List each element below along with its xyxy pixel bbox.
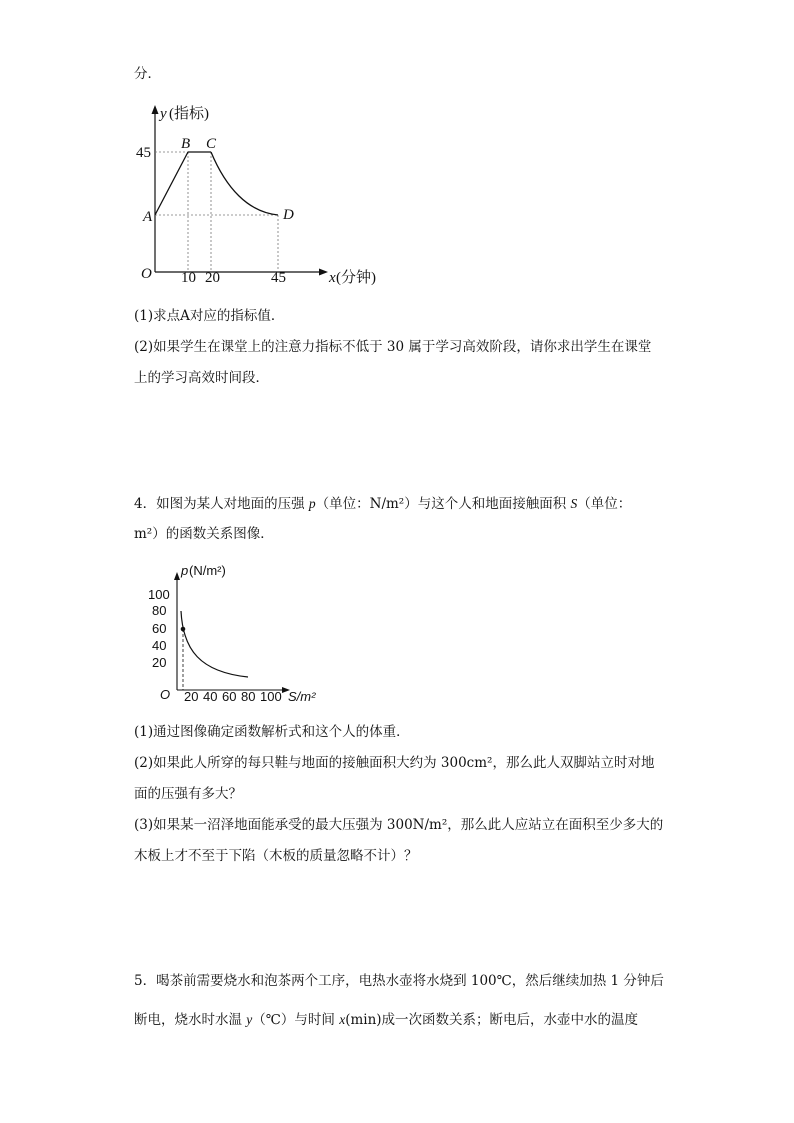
s-tick-20: 20 <box>184 689 199 704</box>
q4-part3-line1: (3)如果某一沼泽地面能承受的最大压强为 300N/m²，那么此人应站立在面积至少多大的 <box>134 817 664 833</box>
p-axis-unit: (N/m²) <box>189 563 226 578</box>
q5-line2-post: (min)成一次函数关系；断电后，水壶中水的温度 <box>345 1012 639 1028</box>
s-tick-100: 100 <box>260 689 282 704</box>
q4-stem-post: （单位： <box>577 496 632 512</box>
q4-var-p: p <box>308 496 316 511</box>
pressure-graph <box>140 560 340 710</box>
inverse-curve <box>181 611 248 677</box>
s-tick-80: 80 <box>241 689 256 704</box>
s-axis-label: S/m² <box>288 689 316 704</box>
q5-var-x: x <box>339 1012 346 1027</box>
marked-point <box>181 627 186 632</box>
s-tick-40: 40 <box>203 689 218 704</box>
q4-stem-mid: （单位：N/m²）与这个人和地面接触面积 <box>315 496 571 512</box>
y-label-unit: (指标) <box>169 106 209 122</box>
x-axis-arrow <box>319 269 328 276</box>
q4-stem-line2: m²）的函数关系图像． <box>134 526 274 542</box>
point-label-d: D <box>283 207 294 223</box>
p-tick-80: 80 <box>152 603 167 618</box>
p-axis-var: p <box>181 563 189 578</box>
x-tick-10: 10 <box>181 270 196 286</box>
q3-part2-line2: 上的学习高效时间段． <box>134 370 269 386</box>
y-axis-arrow <box>152 105 159 114</box>
q4-part1: (1)通过图像确定函数解析式和这个人的体重． <box>134 724 410 740</box>
q4-var-s: S <box>570 496 578 511</box>
point-label-a: A <box>143 209 153 225</box>
x-label-var: x <box>329 270 336 286</box>
p-tick-100: 100 <box>148 587 170 602</box>
q4-stem-line1 <box>134 494 631 514</box>
q3-part1: (1)求点A对应的指标值． <box>134 308 285 324</box>
q5-line2 <box>134 1010 638 1030</box>
q4-stem-pre: 4．如图为某人对地面的压强 <box>134 496 309 512</box>
point-label-c: C <box>206 136 217 152</box>
intro-tail: 分． <box>134 66 161 82</box>
x-label-unit: (分钟) <box>336 270 376 286</box>
q5-line2-pre: 断电，烧水时水温 <box>134 1012 247 1028</box>
q4-part2-line1: (2)如果此人所穿的每只鞋与地面的接触面积大约为 300cm²，那么此人双脚站立时对地 <box>134 755 655 771</box>
segment-ab <box>155 152 188 215</box>
s-tick-60: 60 <box>222 689 237 704</box>
q5-var-y: y <box>246 1012 253 1027</box>
p-tick-40: 40 <box>152 638 167 653</box>
origin-label-2: O <box>160 687 171 702</box>
origin-label: O <box>141 266 152 282</box>
p-axis-arrow <box>174 572 180 580</box>
q5-line2-mid: （℃）与时间 <box>252 1012 340 1028</box>
curve-cd <box>211 152 278 215</box>
p-tick-60: 60 <box>152 621 167 636</box>
attention-graph <box>130 100 390 290</box>
point-label-b: B <box>181 136 191 152</box>
y-label-var: y <box>160 106 167 122</box>
x-tick-45: 45 <box>271 270 286 286</box>
x-tick-20: 20 <box>205 270 220 286</box>
q4-part3-line2: 木板上才不至于下陷（木板的质量忽略不计）？ <box>134 848 418 864</box>
q3-part2-line1: (2)如果学生在课堂上的注意力指标不低于 30 属于学习高效阶段，请你求出学生在课堂 <box>134 339 652 355</box>
q4-part2-line2: 面的压强有多大？ <box>134 786 242 802</box>
y-tick-45: 45 <box>136 145 151 161</box>
p-tick-20: 20 <box>152 655 167 670</box>
q5-line1: 5．喝茶前需要烧水和泡茶两个工序，电热水壶将水烧到 100℃，然后继续加热 1 分钟后 <box>134 973 664 989</box>
